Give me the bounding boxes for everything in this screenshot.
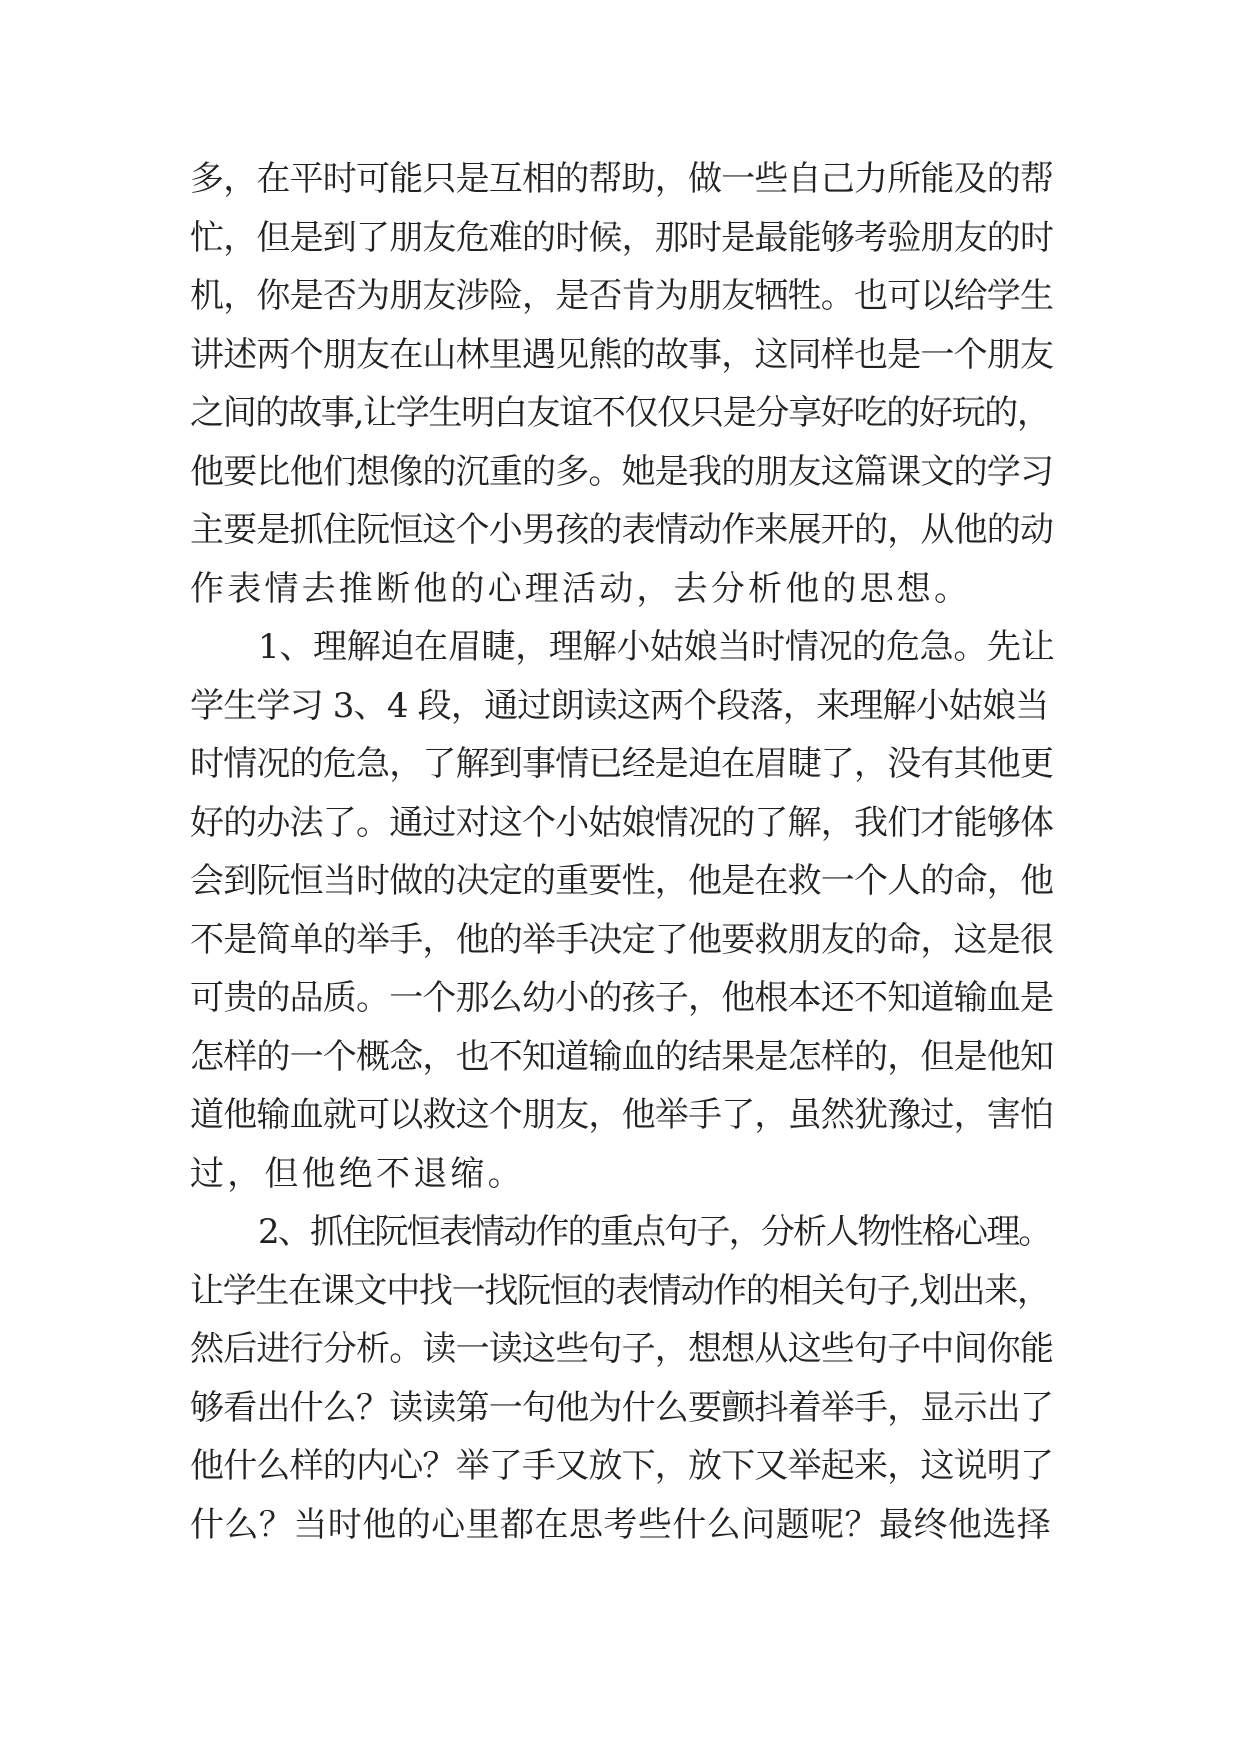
text-line: 怎样的一个概念，也不知道输血的结果是怎样的，但是他知 [190, 1036, 1054, 1077]
text-line: 时情况的危急，了解到事情已经是迫在眉睫了，没有其他更 [190, 744, 1054, 784]
paragraph-start-line: 2、抓住阮恒表情动作的重点句子，分析人物性格心理。 [258, 1212, 1051, 1252]
text-line: 多，在平时可能只是互相的帮助，做一些自己力所能及的帮 [190, 159, 1054, 199]
text-line: 让学生在课文中找一找阮恒的表情动作的相关句子,划出来， [190, 1270, 1050, 1311]
text-line: 主要是抓住阮恒这个小男孩的表情动作来展开的，从他的动 [190, 510, 1054, 550]
text-line: 之间的故事,让学生明白友谊不仅仅只是分享好吃的好玩的， [190, 393, 1050, 433]
text-line: 机，你是否为朋友涉险，是否肯为朋友牺牲。也可以给学生 [190, 276, 1054, 316]
text-line: 可贵的品质。一个那么幼小的孩子，他根本还不知道输血是 [190, 978, 1054, 1018]
text-line: 好的办法了。通过对这个小姑娘情况的了解，我们才能够体 [190, 802, 1054, 843]
text-line: 不是简单的举手，他的举手决定了他要救朋友的命，这是很 [190, 919, 1054, 960]
text-line: 什么？当时他的心里都在思考些什么问题呢？最终他选择 [190, 1504, 1052, 1545]
text-line: 忙，但是到了朋友危难的时候，那时是最能够考验朋友的时 [190, 217, 1054, 258]
text-line: 他什么样的内心？举了手又放下，放下又举起来，这说明了 [190, 1446, 1054, 1486]
text-line: 够看出什么？读读第一句他为什么要颤抖着举手，显示出了 [190, 1387, 1054, 1428]
text-line: 学生学习 3、4 段，通过朗读这两个段落，来理解小姑娘当 [190, 685, 1049, 726]
text-line: 作表情去推断他的心理活动，去分析他的思想。 [190, 568, 972, 609]
body-text [190, 150, 1055, 1554]
paragraph-start-line: 1、理解迫在眉睫，理解小姑娘当时情况的危急。先让 [258, 627, 1055, 667]
text-line: 他要比他们想像的沉重的多。她是我的朋友这篇课文的学习 [190, 451, 1054, 492]
text-line: 会到阮恒当时做的决定的重要性，他是在救一个人的命，他 [190, 861, 1054, 901]
text-line: 道他输血就可以救这个朋友，他举手了，虽然犹豫过，害怕 [190, 1095, 1054, 1135]
text-line: 然后进行分析。读一读这些句子，想想从这些句子中间你能 [190, 1329, 1054, 1369]
text-line: 讲述两个朋友在山林里遇见熊的故事，这同样也是一个朋友 [190, 334, 1054, 375]
text-line: 过，但他绝不退缩。 [190, 1153, 525, 1194]
